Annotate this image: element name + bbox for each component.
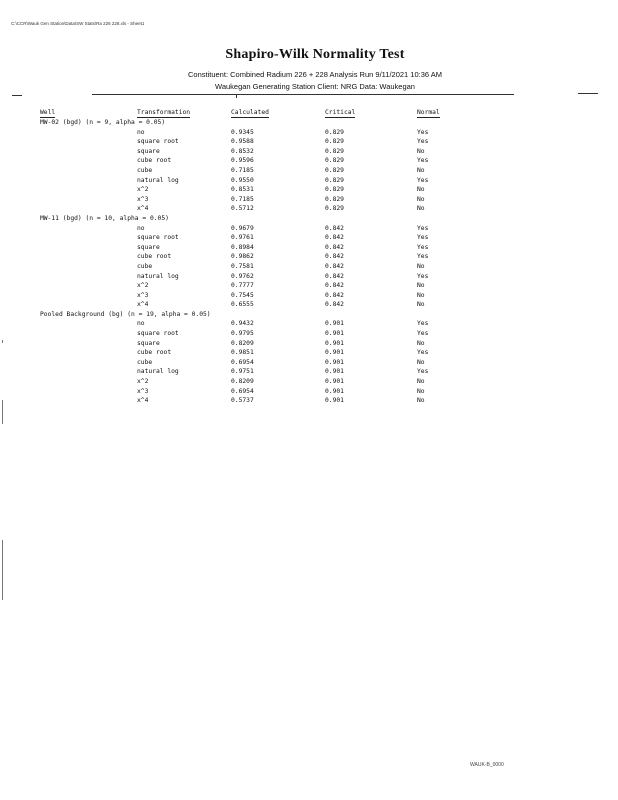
cell-critical: 0.842 bbox=[325, 282, 344, 290]
cell-calculated: 0.9795 bbox=[231, 330, 254, 338]
cell-critical: 0.829 bbox=[325, 128, 344, 136]
table-row bbox=[40, 358, 477, 368]
cell-normal: Yes bbox=[417, 128, 429, 136]
cell-critical: 0.842 bbox=[325, 234, 344, 242]
cell-critical: 0.842 bbox=[325, 262, 344, 270]
header-divider-left-stub bbox=[12, 95, 22, 96]
cell-well bbox=[40, 396, 137, 406]
cell-normal: No bbox=[417, 291, 425, 299]
table-row bbox=[40, 185, 477, 195]
cell-calculated: 0.9432 bbox=[231, 320, 254, 328]
cell-transformation: square bbox=[137, 243, 160, 251]
section-label: MW-11 (bgd) (n = 10, alpha = 0.05) bbox=[40, 214, 169, 222]
cell-transformation: x^3 bbox=[137, 195, 149, 203]
cell-calculated: 0.9761 bbox=[231, 234, 254, 242]
cell-normal: No bbox=[417, 282, 425, 290]
cell-well bbox=[40, 339, 137, 349]
cell-normal: Yes bbox=[417, 330, 429, 338]
cell-calculated: 0.9751 bbox=[231, 368, 254, 376]
scan-artifact-mark bbox=[2, 400, 3, 424]
cell-normal: Yes bbox=[417, 234, 429, 242]
table-row bbox=[40, 291, 477, 301]
table-row bbox=[40, 128, 477, 138]
col-header-normal: Normal bbox=[417, 109, 440, 116]
cell-well bbox=[40, 262, 137, 272]
table-row bbox=[40, 339, 477, 349]
cell-normal: Yes bbox=[417, 224, 429, 232]
cell-well bbox=[40, 281, 137, 291]
section-label: MW-02 (bgd) (n = 9, alpha = 0.05) bbox=[40, 119, 166, 126]
cell-calculated: 0.7545 bbox=[231, 291, 254, 299]
cell-normal: Yes bbox=[417, 243, 429, 251]
cell-well bbox=[40, 291, 137, 301]
section-label: Pooled Background (bg) (n = 19, alpha = 0.05) bbox=[40, 310, 211, 318]
cell-normal: No bbox=[417, 262, 425, 270]
cell-well bbox=[40, 377, 137, 387]
cell-critical: 0.842 bbox=[325, 272, 344, 280]
cell-critical: 0.829 bbox=[325, 157, 344, 165]
cell-transformation: cube bbox=[137, 166, 153, 174]
table-row bbox=[40, 262, 477, 272]
cell-calculated: 0.7581 bbox=[231, 262, 254, 270]
cell-transformation: cube root bbox=[137, 157, 172, 165]
cell-transformation: no bbox=[137, 320, 145, 328]
cell-critical: 0.829 bbox=[325, 138, 344, 146]
cell-normal: Yes bbox=[417, 138, 429, 146]
table-row bbox=[40, 387, 477, 397]
cell-transformation: square root bbox=[137, 330, 179, 338]
cell-well bbox=[40, 195, 137, 205]
cell-normal: No bbox=[417, 205, 425, 213]
cell-normal: Yes bbox=[417, 349, 429, 357]
cell-well bbox=[40, 387, 137, 397]
cell-calculated: 0.8531 bbox=[231, 186, 254, 194]
cell-normal: No bbox=[417, 378, 425, 386]
cell-critical: 0.901 bbox=[325, 358, 344, 366]
cell-well bbox=[40, 185, 137, 195]
cell-calculated: 0.9345 bbox=[231, 128, 254, 136]
col-header-calculated: Calculated bbox=[231, 109, 269, 116]
cell-critical: 0.901 bbox=[325, 349, 344, 357]
table-row bbox=[40, 252, 477, 262]
cell-well bbox=[40, 204, 137, 214]
cell-well bbox=[40, 166, 137, 176]
cell-critical: 0.901 bbox=[325, 330, 344, 338]
cell-calculated: 0.9862 bbox=[231, 253, 254, 261]
table-row bbox=[40, 156, 477, 166]
cell-transformation: cube root bbox=[137, 253, 172, 261]
cell-calculated: 0.9550 bbox=[231, 176, 254, 184]
cell-normal: No bbox=[417, 166, 425, 174]
section-header-row bbox=[40, 310, 477, 320]
cell-transformation: cube bbox=[137, 262, 153, 270]
cell-transformation: no bbox=[137, 128, 145, 136]
table-header-row bbox=[40, 108, 477, 118]
col-header-well: Well bbox=[40, 109, 56, 116]
cell-normal: Yes bbox=[417, 176, 429, 184]
header-divider-tick bbox=[236, 94, 237, 98]
header-divider bbox=[92, 94, 514, 95]
table-row bbox=[40, 204, 477, 214]
cell-calculated: 0.7185 bbox=[231, 195, 254, 203]
table-row bbox=[40, 329, 477, 339]
cell-well bbox=[40, 243, 137, 253]
col-header-critical: Critical bbox=[325, 109, 356, 116]
table-row bbox=[40, 396, 477, 406]
cell-critical: 0.829 bbox=[325, 176, 344, 184]
cell-transformation: x^4 bbox=[137, 397, 149, 405]
cell-critical: 0.829 bbox=[325, 205, 344, 213]
table-row bbox=[40, 195, 477, 205]
cell-critical: 0.842 bbox=[325, 301, 344, 309]
cell-critical: 0.901 bbox=[325, 339, 344, 347]
table-row bbox=[40, 137, 477, 147]
header-divider-right-stub bbox=[578, 93, 598, 94]
cell-well bbox=[40, 252, 137, 262]
cell-calculated: 0.8532 bbox=[231, 147, 254, 155]
table-row bbox=[40, 147, 477, 157]
cell-transformation: natural log bbox=[137, 272, 179, 280]
cell-transformation: square bbox=[137, 147, 160, 155]
cell-transformation: x^3 bbox=[137, 291, 149, 299]
cell-transformation: cube root bbox=[137, 349, 172, 357]
cell-transformation: natural log bbox=[137, 368, 179, 376]
scan-artifact-mark bbox=[2, 540, 3, 600]
table-row bbox=[40, 166, 477, 176]
cell-well bbox=[40, 156, 137, 166]
report-title: Shapiro-Wilk Normality Test bbox=[225, 47, 405, 62]
cell-normal: No bbox=[417, 387, 425, 395]
cell-normal: Yes bbox=[417, 320, 429, 328]
cell-calculated: 0.6954 bbox=[231, 387, 254, 395]
cell-well bbox=[40, 176, 137, 186]
cell-well bbox=[40, 224, 137, 234]
report-subtitle-constituent: Constituent: Combined Radium 226 + 228 Analysis Run 9/11/2021 10:36 AM bbox=[188, 70, 442, 79]
cell-normal: No bbox=[417, 358, 425, 366]
cell-transformation: square root bbox=[137, 138, 179, 146]
cell-critical: 0.842 bbox=[325, 224, 344, 232]
cell-well bbox=[40, 329, 137, 339]
cell-critical: 0.829 bbox=[325, 147, 344, 155]
page-bates-number: WAUK-B_0000 bbox=[470, 762, 504, 768]
cell-critical: 0.901 bbox=[325, 320, 344, 328]
cell-normal: Yes bbox=[417, 157, 429, 165]
cell-well bbox=[40, 233, 137, 243]
table-row bbox=[40, 243, 477, 253]
table-row bbox=[40, 224, 477, 234]
table-row bbox=[40, 367, 477, 377]
cell-well bbox=[40, 147, 137, 157]
scan-artifact-mark bbox=[2, 340, 3, 343]
cell-transformation: square root bbox=[137, 234, 179, 242]
table-row bbox=[40, 348, 477, 358]
cell-calculated: 0.6555 bbox=[231, 301, 254, 309]
cell-transformation: no bbox=[137, 224, 145, 232]
cell-well bbox=[40, 319, 137, 329]
cell-normal: No bbox=[417, 397, 425, 405]
col-header-transformation: Transformation bbox=[137, 109, 191, 116]
cell-critical: 0.842 bbox=[325, 253, 344, 261]
cell-transformation: square bbox=[137, 339, 160, 347]
cell-calculated: 0.5712 bbox=[231, 205, 254, 213]
cell-critical: 0.901 bbox=[325, 368, 344, 376]
cell-normal: No bbox=[417, 147, 425, 155]
report-subtitle-site: Waukegan Generating Station Client: NRG Data: Waukegan bbox=[215, 82, 415, 91]
cell-critical: 0.829 bbox=[325, 166, 344, 174]
cell-transformation: natural log bbox=[137, 176, 179, 184]
cell-calculated: 0.9851 bbox=[231, 349, 254, 357]
cell-calculated: 0.7185 bbox=[231, 166, 254, 174]
cell-calculated: 0.8209 bbox=[231, 378, 254, 386]
cell-critical: 0.842 bbox=[325, 243, 344, 251]
table-row bbox=[40, 272, 477, 282]
table-row bbox=[40, 233, 477, 243]
cell-normal: No bbox=[417, 339, 425, 347]
cell-normal: Yes bbox=[417, 368, 429, 376]
cell-well bbox=[40, 137, 137, 147]
cell-calculated: 0.9762 bbox=[231, 272, 254, 280]
cell-transformation: x^2 bbox=[137, 378, 149, 386]
section-header-row bbox=[40, 214, 477, 224]
cell-calculated: 0.6954 bbox=[231, 358, 254, 366]
table-row bbox=[40, 319, 477, 329]
cell-critical: 0.842 bbox=[325, 291, 344, 299]
header-file-path: C:\CCR\Wauk Gen Station\Data\SW Stats\Ra 226 228.xls - Sheet1 bbox=[11, 21, 145, 26]
table-row bbox=[40, 377, 477, 387]
cell-calculated: 0.9588 bbox=[231, 138, 254, 146]
cell-transformation: x^2 bbox=[137, 282, 149, 290]
cell-calculated: 0.7777 bbox=[231, 282, 254, 290]
cell-normal: No bbox=[417, 301, 425, 309]
cell-normal: No bbox=[417, 186, 425, 194]
cell-critical: 0.901 bbox=[325, 397, 344, 405]
table-row bbox=[40, 300, 477, 310]
cell-critical: 0.901 bbox=[325, 378, 344, 386]
cell-calculated: 0.9679 bbox=[231, 224, 254, 232]
cell-calculated: 0.5737 bbox=[231, 397, 254, 405]
cell-transformation: x^2 bbox=[137, 186, 149, 194]
cell-well bbox=[40, 358, 137, 368]
cell-transformation: x^4 bbox=[137, 301, 149, 309]
cell-normal: Yes bbox=[417, 272, 429, 280]
cell-transformation: x^3 bbox=[137, 387, 149, 395]
cell-well bbox=[40, 128, 137, 138]
cell-critical: 0.829 bbox=[325, 195, 344, 203]
cell-calculated: 0.8209 bbox=[231, 339, 254, 347]
cell-well bbox=[40, 367, 137, 377]
cell-normal: No bbox=[417, 195, 425, 203]
normality-results-table bbox=[40, 108, 477, 406]
cell-well bbox=[40, 300, 137, 310]
table-row bbox=[40, 176, 477, 186]
cell-transformation: x^4 bbox=[137, 205, 149, 213]
cell-calculated: 0.9596 bbox=[231, 157, 254, 165]
cell-critical: 0.901 bbox=[325, 387, 344, 395]
section-header-row bbox=[40, 118, 477, 128]
table-row bbox=[40, 281, 477, 291]
cell-well bbox=[40, 348, 137, 358]
cell-transformation: cube bbox=[137, 358, 153, 366]
cell-calculated: 0.8984 bbox=[231, 243, 254, 251]
cell-critical: 0.829 bbox=[325, 186, 344, 194]
cell-normal: Yes bbox=[417, 253, 429, 261]
cell-well bbox=[40, 272, 137, 282]
